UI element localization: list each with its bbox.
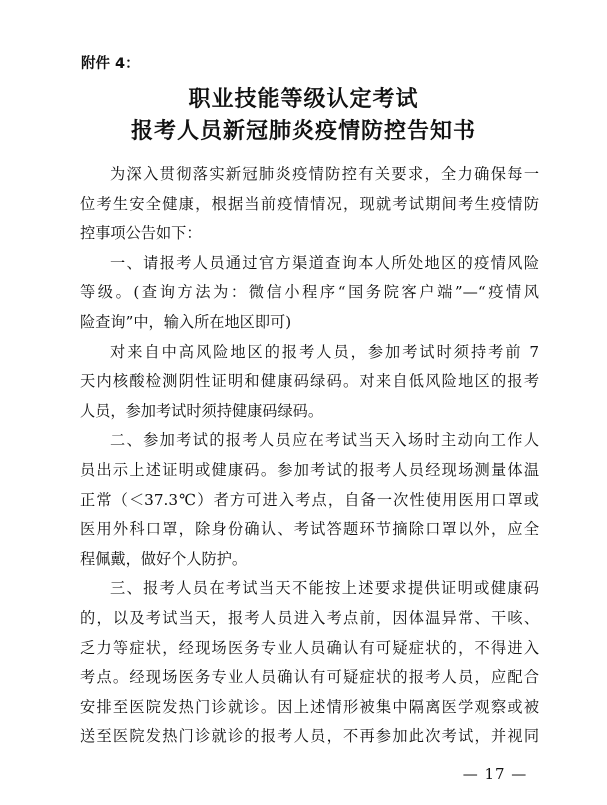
body-line: 正常（＜37.3℃）者方可进入考点，自备一次性使用医用口罩或 <box>80 490 539 509</box>
body-line: 为深入贯彻落实新冠肺炎疫情防控有关要求，全力确保每一 <box>110 165 539 183</box>
body-line: 乏力等症状，经现场医务专业人员确认有可疑症状的，不得进入 <box>80 638 539 657</box>
body-line: 一、请报考人员通过官方渠道查询本人所处地区的疫情风险 <box>110 253 539 272</box>
body-line: 等级。(查询方法为：微信小程序“国务院客户端”—“疫情风 <box>80 283 539 302</box>
body-line: 控事项公告如下： <box>80 224 202 243</box>
body-line: 天内核酸检测阴性证明和健康码绿码。对来自低风险地区的报考 <box>80 372 539 391</box>
body-line: 险查询”中，输入所在地区即可) <box>80 312 292 331</box>
body-line: 三、报考人员在考试当天不能按上述要求提供证明或健康码 <box>110 579 539 598</box>
body-line: 的，以及考试当天，报考人员进入考点前，因体温异常、干咳、 <box>80 608 539 627</box>
body-line: 安排至医院发热门诊就诊。因上述情形被集中隔离医学观察或被 <box>80 697 539 716</box>
body-line: 位考生安全健康，根据当前疫情情况，现就考试期间考生疫情防 <box>80 194 539 213</box>
attachment-label: 附件 4： <box>81 56 140 72</box>
document-title-line-1: 职业技能等级认定考试 <box>188 86 419 112</box>
document-body <box>80 160 539 752</box>
body-line: 考点。经现场医务专业人员确认有可疑症状的报考人员，应配合 <box>80 668 539 687</box>
body-line: 送至医院发热门诊就诊的报考人员，不再参加此次考试，并视同 <box>80 727 539 746</box>
body-line: 员出示上述证明或健康码。参加考试的报考人员经现场测量体温 <box>80 460 539 479</box>
document-title-line-2: 报考人员新冠肺炎疫情防控告知书 <box>130 118 476 144</box>
body-line: 医用外科口罩，除身份确认、考试答题环节摘除口罩以外，应全 <box>80 520 539 539</box>
body-line: 人员，参加考试时须持健康码绿码。 <box>80 401 323 420</box>
page-number: — 17 — <box>462 765 528 783</box>
body-line: 程佩戴，做好个人防护。 <box>80 549 248 568</box>
body-line: 二、参加考试的报考人员应在考试当天入场时主动向工作人 <box>110 431 539 450</box>
body-line: 对来自中高风险地区的报考人员，参加考试时须持考前 7 <box>110 342 539 361</box>
